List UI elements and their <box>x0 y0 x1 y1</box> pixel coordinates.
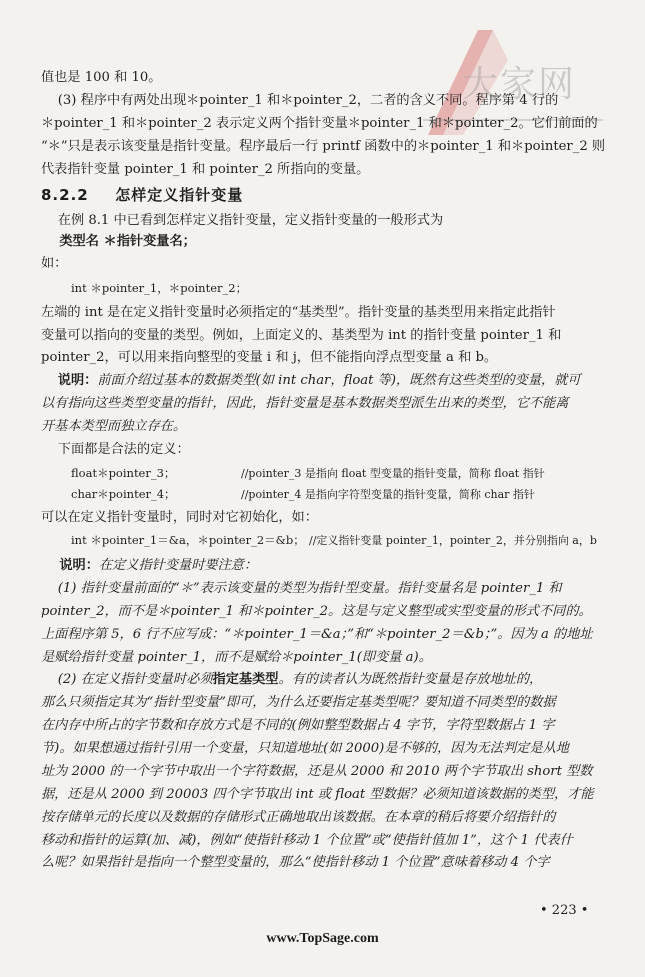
note-line <box>41 369 581 392</box>
text-line: 可以在定义指针变量时，同时对它初始化，如： <box>41 509 318 525</box>
watermark-text: 大家网 <box>462 64 577 105</box>
note-text: 。有的读者认为既然指针变量是存放地址的， <box>278 672 543 688</box>
note-line: (1) 指针变量前面的“＊”表示该变量的类型为指针型变量。指针变量名是 pointer_1 和 <box>41 580 562 596</box>
text-line: 左端的 int 是在定义指针变量时必须指定的“基类型”。指针变量的基类型用来指定此指针 <box>41 304 556 320</box>
emphasis-text: 指定基类型 <box>212 672 279 688</box>
footer-url: www.TopSage.com <box>266 931 379 946</box>
note-text: 前面介绍过基本的数据类型(如 int char，float 等)，既然有这些类型的变量，就可 <box>97 373 581 389</box>
note-label: 说明： <box>41 558 99 574</box>
code-line: float＊pointer_3； <box>71 466 176 481</box>
note-line: 节)。如果想通过指针引用一个变量，只知道地址(如 2000)是不够的，因为无法判定是从地 <box>41 741 569 757</box>
note-label: 说明： <box>57 373 98 389</box>
note-line: 以有指向这些类型变量的指针，因此，指针变量是基本数据类型派生出来的类型，它不能离 <box>41 396 569 412</box>
code-comment: //pointer_4 是指向字符型变量的指针变量，简称 char 指针 <box>241 488 535 502</box>
text-line: 如： <box>41 256 68 272</box>
note-line: 开基本类型而独立存在。 <box>41 419 187 435</box>
note-line: 据，还是从 2000 到 20003 四个字节取出 int 或 float 型数据？必须知道该数据的类型，才能 <box>41 786 594 802</box>
section-number: 8.2.2 <box>41 185 89 204</box>
text-line: 值也是 100 和 10。 <box>41 70 162 86</box>
text-line: 下面都是合法的定义： <box>41 441 190 457</box>
note-text: 在定义指针变量时要注意： <box>98 558 258 574</box>
definition-form: 类型名 ＊指针变量名； <box>41 234 196 250</box>
note-line: 移动和指针的运算(加、减)，例如“使指针移动 1 个位置”或“使指针值加 1”，这个 1 代表什 <box>41 832 573 848</box>
code-line: char＊pointer_4； <box>71 487 176 502</box>
section-title: 怎样定义指针变量 <box>115 185 244 204</box>
note-line <box>41 668 542 691</box>
text-line: (3) 程序中有两处出现＊pointer_1 和＊pointer_2，二者的含义不同。程序第 4 行的 <box>41 93 559 109</box>
text-line: ＊pointer_1 和＊pointer_2 表示定义两个指针变量＊pointer_1 和＊pointer_2。它们前面的 <box>41 116 598 132</box>
text-line: pointer_2，可以用来指向整型的变量 i 和 j，但不能指向浮点型变量 a 和 b。 <box>41 350 498 366</box>
section-heading <box>41 184 243 205</box>
code-line: int ＊pointer_1＝&a，＊pointer_2＝&b； <box>71 533 305 548</box>
note-text: (2) 在定义指针变量时必须 <box>41 672 213 688</box>
note-line <box>41 554 257 577</box>
note-line: 是赋给指针变量 pointer_1，而不是赋给＊pointer_1(即变量 a)。 <box>41 649 432 665</box>
text-line: “＊”只是表示该变量是指针变量。程序最后一行 printf 函数中的＊pointer_1 和＊pointer_2 则 <box>41 139 606 155</box>
code-line: int ＊pointer_1，＊pointer_2； <box>71 280 248 295</box>
page-number: • 223 • <box>540 903 589 918</box>
note-line: 在内存中所占的字节数和存放方式是不同的(例如整型数据占 4 字节，字符型数据占 1 字 <box>41 718 555 734</box>
code-comment: //pointer_3 是指向 float 型变量的指针变量，简称 float 指针 <box>241 467 545 481</box>
note-line: pointer_2，而不是＊pointer_1 和＊pointer_2。这是与定义整型或实型变量的形式不同的。 <box>41 603 592 619</box>
note-line: 么呢？如果指针是指向一个整型变量的，那么“使指针移动 1 个位置”意味着移动 4 个字 <box>41 855 550 871</box>
code-comment: //定义指针变量 pointer_1，pointer_2，并分别指向 a，b <box>309 534 597 548</box>
text-line: 代表指针变量 pointer_1 和 pointer_2 所指向的变量。 <box>41 161 370 177</box>
note-line: 按存储单元的长度以及数据的存储形式正确地取出该数据。在本章的稍后将要介绍指针的 <box>41 809 556 825</box>
text-line: 在例 8.1 中已看到怎样定义指针变量，定义指针变量的一般形式为 <box>41 213 444 229</box>
note-line: 址为 2000 的一个字节中取出一个字符数据，还是从 2000 和 2010 两个字节取出 short 型数 <box>41 763 593 779</box>
note-line: 那么只须指定其为“指针型变量”即可，为什么还要指定基类型呢？要知道不同类型的数据 <box>41 695 556 711</box>
text-line: 变量可以指向的变量的类型。例如，上面定义的、基类型为 int 的指针变量 pointer_1 和 <box>41 327 562 343</box>
note-line: 上面程序第 5，6 行不应写成：“＊pointer_1＝&a；”和“＊pointer_2＝&b；”。因为 a 的地址 <box>41 626 593 642</box>
